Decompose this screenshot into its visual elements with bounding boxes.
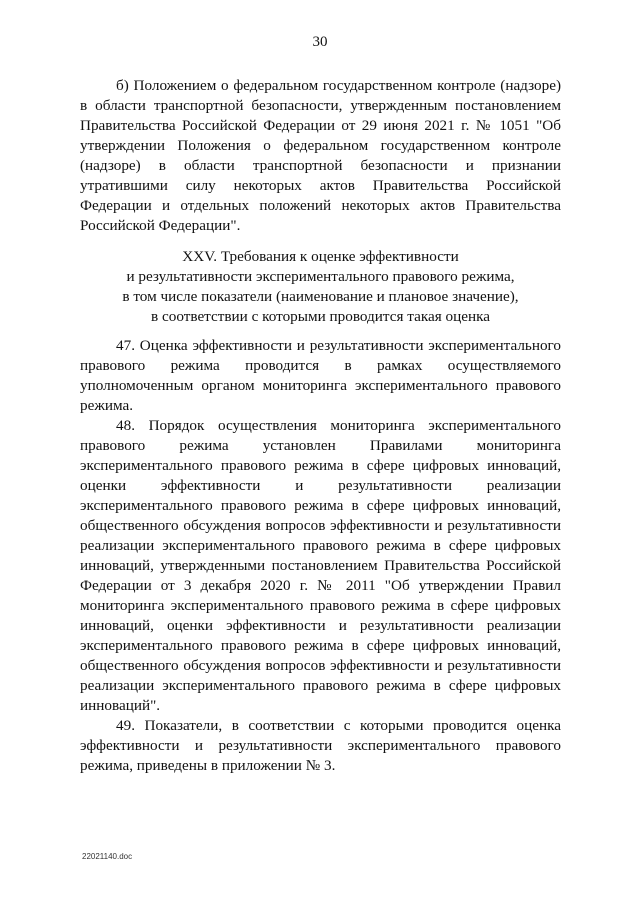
paragraph-b	[80, 76, 561, 236]
section-heading-line-4: в соответствии с которыми проводится такая оценка	[151, 308, 490, 325]
paragraph-b-text: б) Положением о федеральном государственном контроле (надзоре) в области транспортной безопасности, утвержденным постановлением Правительства Российской Федерации от 29 июня 2021 г. № 1051 "Об утверждении Положения о федеральном государственном контроле (надзоре) в области транспортной безопасности и признании утратившими силу некоторых актов Правительства Российской Федерации и отдельных положений некоторых актов Правительства Российской Федерации".	[80, 77, 561, 234]
section-heading-line-2: и результативности экспериментального правового режима,	[126, 268, 515, 285]
body-paragraphs	[80, 336, 561, 776]
paragraph-47: 47. Оценка эффективности и результативности экспериментального правового режима проводится в рамках осуществляемого уполномоченным органом мониторинга экспериментального правового режима.	[80, 337, 561, 414]
page-number: 30	[312, 34, 328, 50]
section-heading-line-3: в том числе показатели (наименование и плановое значение),	[122, 288, 519, 305]
section-heading-line-1: XXV. Требования к оценке эффективности	[182, 248, 459, 265]
section-heading	[80, 247, 561, 327]
footer-file-name: 22021140.doc	[82, 852, 133, 861]
paragraph-49: 49. Показатели, в соответствии с которыми проводится оценка эффективности и результативности экспериментального правового режима, приведены в приложении № 3.	[80, 717, 561, 774]
paragraph-48: 48. Порядок осуществления мониторинга экспериментального правового режима установлен Правилами мониторинга экспериментального правового режима в сфере цифровых инноваций, оценки эффективности и результативности реализации экспериментального правового режима в сфере цифровых инноваций, общественного обсуждения вопросов эффективности и результативности реализации экспериментального правового режима в сфере цифровых инноваций, утвержденными постановлением Правительства Российской Федерации от 3 декабря 2020 г. № 2011 "Об утверждении Правил мониторинга экспериментального правового режима в сфере цифровых инноваций, оценки эффективности и результативности реализации экспериментального правового режима в сфере цифровых инноваций, общественного обсуждения вопросов эффективности и результативности реализации экспериментального правового режима в сфере цифровых инноваций".	[80, 417, 561, 714]
